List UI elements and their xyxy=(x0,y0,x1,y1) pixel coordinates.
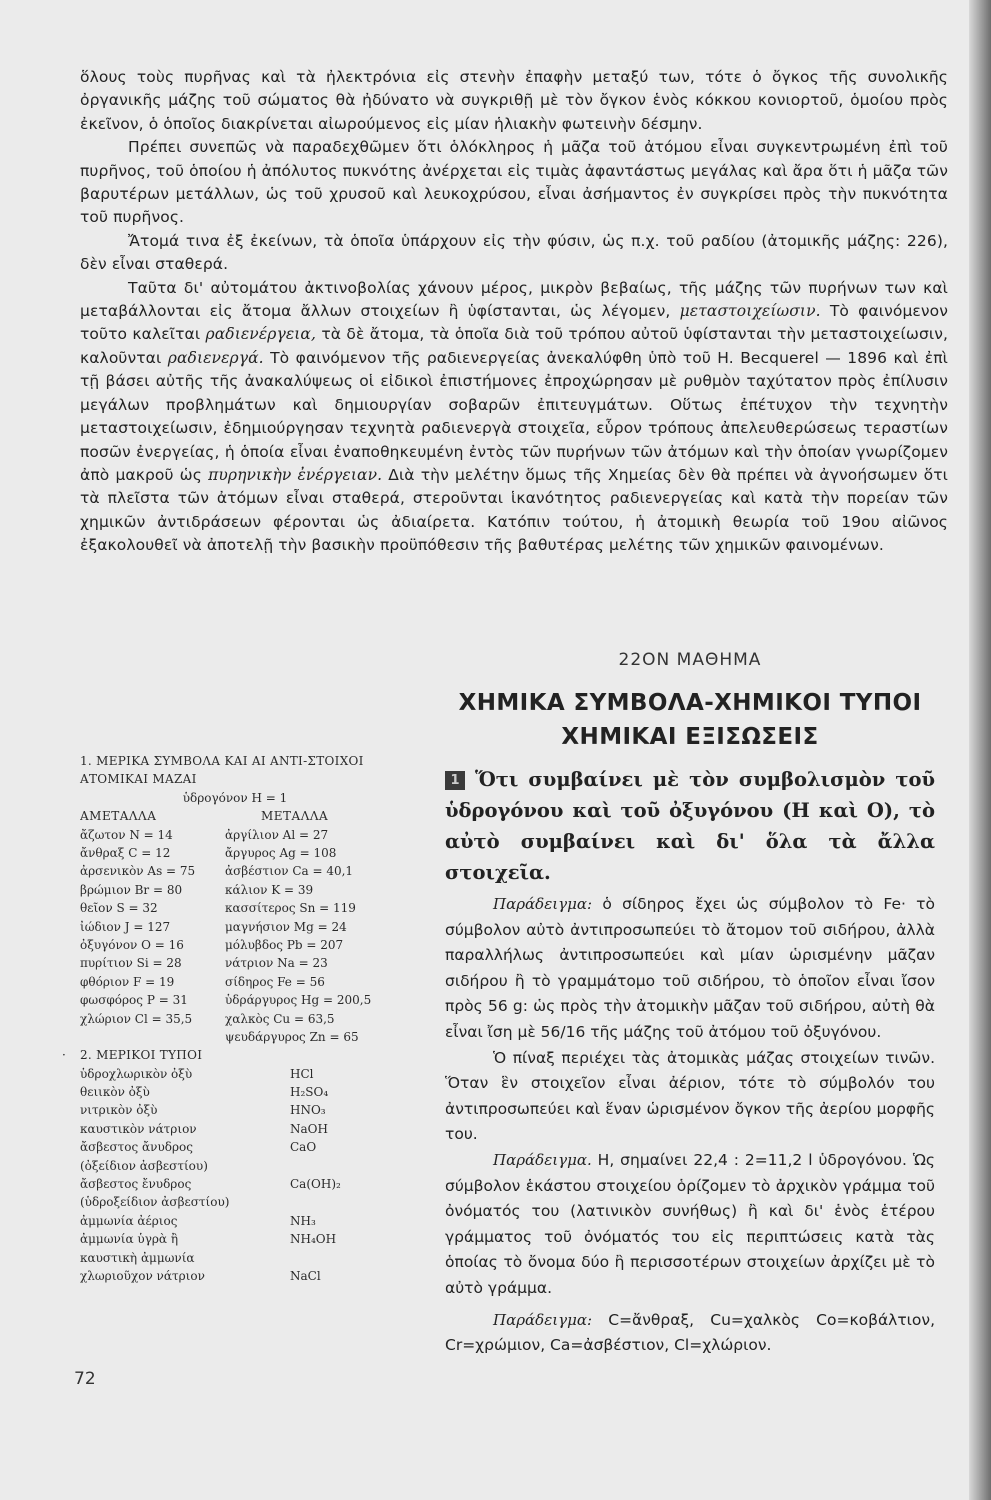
lesson-title: ΧΗΜΙΚΑ ΣΥΜΒΟΛΑ-ΧΗΜΙΚΟΙ ΤΥΠΟΙ xyxy=(458,690,922,716)
page-edge-shadow xyxy=(969,0,991,1500)
element-row xyxy=(80,973,390,991)
table1-header xyxy=(80,807,390,825)
compound-formula: NaOH xyxy=(290,1121,328,1136)
compound-name: θειικὸν ὀξὺ xyxy=(80,1085,150,1100)
element-row xyxy=(80,991,390,1009)
term-transmutation: μεταστοιχείωσιν. xyxy=(679,302,821,321)
compound-name: καυστικὴ ἀμμωνία xyxy=(80,1250,195,1265)
metal-cell: ἀργίλιον Al = 27 xyxy=(225,827,329,842)
example-symbols: Παράδειγμα: C=ἄνθραξ, Cu=χαλκὸς Co=κοβάλτιον, Cr=χρώμιον, Ca=ἀσβέστιον, Cl=χλώριον. xyxy=(445,1310,935,1355)
compound-formula xyxy=(290,1193,390,1211)
compound-formula: HNO₃ xyxy=(290,1103,326,1118)
compound-formula xyxy=(290,1249,390,1267)
compound-name: ἀμμωνία ἀέριος xyxy=(80,1213,178,1228)
paragraph: ὅλους τοὺς πυρῆνας καὶ τὰ ἠλεκτρόνια εἰς στενὴν ἐπαφὴν μεταξύ των, τότε ὁ ὄγκος τῆς συνολικῆς ὀργανικῆς μάζης τοῦ σώματος θὰ ἠδύνατο νὰ συγκριθῇ μὲ τὸν ὄγκον ἑνὸς κόκκου κονιορτοῦ, ὁμοίου πρὸς ἐκεῖνον, ὁ ὁποῖος διακρίνεται αἰωρούμενος εἰς μίαν ἡλιακὴν φωτεινὴν δέσμην. xyxy=(80,68,948,133)
element-row xyxy=(80,1028,390,1046)
metal-cell: μαγνήσιον Mg = 24 xyxy=(225,919,347,934)
metal-cell: κάλιον K = 39 xyxy=(225,882,314,897)
formula-row xyxy=(80,1083,390,1101)
formula-row xyxy=(80,1267,390,1285)
main-text-block xyxy=(80,66,948,558)
metal-cell: ἄργυρος Ag = 108 xyxy=(225,846,337,860)
compound-name: καυστικὸν νάτριον xyxy=(80,1121,197,1136)
lesson-label: 22ΟΝ ΜΑΘΗΜΑ xyxy=(618,650,762,670)
formula-row xyxy=(80,1230,390,1248)
nonmetal-cell: πυρίτιον Si = 28 xyxy=(80,956,182,971)
example-label: Παράδειγμα: xyxy=(493,1310,593,1329)
table2-rows xyxy=(80,1065,390,1286)
compound-formula: CaO xyxy=(290,1140,317,1155)
compound-name: (ὑδροξείδιον ἀσβεστίου) xyxy=(80,1195,230,1210)
compound-formula: H₂SO₄ xyxy=(290,1085,329,1100)
section-number: 1 xyxy=(445,771,465,790)
formula-row xyxy=(80,1120,390,1138)
nonmetal-cell: θεῖον S = 32 xyxy=(80,901,158,916)
metal-cell: κασσίτερος Sn = 119 xyxy=(225,901,356,916)
term-nuclear-energy: πυρηνικὴν ἐνέργειαν. xyxy=(208,465,383,484)
lesson-column xyxy=(445,650,935,1359)
nonmetal-cell: ἀρσενικὸν As = 75 xyxy=(80,864,196,879)
paragraph-gas-volume: Ὁ πίναξ περιέχει τὰς ἀτομικὰς μάζας στοιχείων τινῶν. Ὅταν ἓν στοιχεῖον εἶναι ἀέριον, τότε τὸ σύμβολόν του ἀντιπροσωπεύει καὶ ἕναν ὡρισμένον ὄγκον τῆς ἀερίου μορφῆς του. xyxy=(445,1048,935,1144)
element-row xyxy=(80,862,390,880)
compound-name: ὑδροχλωρικὸν ὀξὺ xyxy=(80,1066,193,1081)
compound-formula: Ca(OH)₂ xyxy=(290,1177,341,1192)
compound-name: ἀμμωνία ὑγρὰ ἢ xyxy=(80,1232,179,1247)
formula-row xyxy=(80,1175,390,1193)
table1-rows xyxy=(80,826,390,1047)
element-row xyxy=(80,826,390,844)
metal-cell: χαλκὸς Cu = 63,5 xyxy=(225,1011,335,1026)
rule-statement: 1 Ὅτι συμβαίνει μὲ τὸν συμβολισμὸν τοῦ ὑδρογόνου καὶ τοῦ ὀξυγόνου (H καὶ O), τὸ αὐτὸ συμβαίνει καὶ δι' ὅλα τὰ ἄλλα στοιχεῖα. xyxy=(445,768,935,884)
formula-row xyxy=(80,1212,390,1230)
example-hydrogen: Παράδειγμα. H, σημαίνει 22,4 : 2=11,2 l ὑδρογόνου. Ὡς σύμβολον ἑκάστου στοιχείου ὁρίζομεν τὸ ἀρχικὸν γράμμα τοῦ ὀνόματός του (λατινικὸν συνήθως) ἢ καὶ δι' ἑνὸς ἑτέρου γράμματος τοῦ ὀνόματός του εἰς περιπτώσεις κατὰ τὰς ὁποίας τὸ ὄνομα δύο ἢ περισσοτέρων στοιχείων ἀρχίζει μὲ τὸ αὐτὸ γράμμα. xyxy=(445,1150,936,1297)
compound-formula: NH₄OH xyxy=(290,1232,337,1247)
nonmetal-cell: ἄζωτον N = 14 xyxy=(80,827,173,842)
element-row xyxy=(80,918,390,936)
formula-row xyxy=(80,1065,390,1083)
metal-cell: νάτριον Na = 23 xyxy=(225,956,328,971)
term-radioactive: ραδιενεργά. xyxy=(167,348,264,367)
nonmetal-cell: ἄνθραξ C = 12 xyxy=(80,846,171,860)
formula-row xyxy=(80,1101,390,1119)
compound-name: νιτρικὸν ὀξὺ xyxy=(80,1103,158,1118)
element-row xyxy=(80,954,390,972)
example-iron: Παράδειγμα: ὁ σίδηρος ἔχει ὡς σύμβολον τὸ Fe· τὸ σύμβολον αὐτὸ ἀντιπροσωπεύει τὸ ἄτομον τοῦ σιδήρου, ἀλλὰ παραλλήλως ἀντιπροσωπεύει καὶ μίαν ὡρισμένην μᾶζαν σιδήρου ἢ τὸ γραμμάτομο τοῦ σιδήρου, τὸ ὁποῖον εἶναι ἴσον πρὸς 56 g: ὡς πρὸς τὴν ἀτομικὴν μᾶζαν τοῦ σιδήρου, αὐτὴ θὰ εἶναι ἴση μὲ 56/16 τῆς μάζης τοῦ ἀτόμου τοῦ ὀξυγόνου. xyxy=(445,895,935,1041)
lesson-subtitle: ΧΗΜΙΚΑΙ ΕΞΙΣΩΣΕΙΣ xyxy=(561,724,819,750)
nonmetal-cell: βρώμιον Br = 80 xyxy=(80,882,183,897)
compound-name: χλωριοῦχον νάτριον xyxy=(80,1269,205,1283)
element-row xyxy=(80,844,390,862)
term-radioactivity: ραδιενέργεια, xyxy=(205,325,317,344)
compound-name: (ὀξείδιον ἀσβεστίου) xyxy=(80,1158,208,1173)
reference-tables: 1. ΜΕΡΙΚΑ ΣΥΜΒΟΛΑ ΚΑΙ ΑΙ ΑΝΤΙ-ΣΤΟΙΧΟΙ ΑΤΟΜΙΚΑΙ ΜΑΖΑΙ ὑδρογόνον H = 1 ΑΜΕΤΑΛΛΑ ΜΕΤΑΛΛΑ ἄζωτον N = 14 ἀργίλιον Al = 27 ἄνθραξ C = 12 ἄργυρος Ag = 108 ἀρσενικὸν As = 75 ἀσβέστιον Ca = 40,1 βρώμιον Br = 80 κάλιον K = 39 θεῖον S = 32 κασσίτερος Sn = 119 ἰώδιον J = 127 μαγνήσιον Mg = 24 ὀξυγόνον O = 16 μόλυβδος Pb = 207 πυρίτιον Si = 28 νάτριον Na = 23 φθόριον F = 19 σίδηρος Fe = 56 φωσφόρος P = 31 ὑδράργυρος Hg = 200,5 χλώριον Cl = 35,5 χαλκὸς Cu = 63,5 ψευδάργυρος Zn = 65 · 2. ΜΕΡΙΚΟΙ ΤΥΠΟΙ ὑδροχλωρικὸν ὀξὺ HCl θειικὸν ὀξὺ H₂SO₄ νιτρικὸν ὀξὺ HNO₃ καυστικὸν νάτριον NaOH ἄσβεστος ἄνυδρος CaO (ὀξείδιον ἀσβεστίου) ἄσβεστος ἔνυδρος Ca(OH)₂ (ὑδροξείδιον ἀσβεστίου) ἀμμωνία ἀέριος NH₃ ἀμμωνία ὑγρὰ ἢ NH₄OH καυστικὴ ἀμμωνία χλωριοῦχον νάτριον NaCl xyxy=(80,752,390,1285)
metals-header: ΜΕΤΑΛΛΑ xyxy=(261,809,329,824)
nonmetal-cell: φθόριον F = 19 xyxy=(80,974,175,989)
compound-formula: NaCl xyxy=(290,1269,321,1283)
table2-title: 2. ΜΕΡΙΚΟΙ ΤΥΠΟΙ xyxy=(80,1048,203,1063)
formula-row xyxy=(80,1193,390,1211)
hydrogen-line: ὑδρογόνον H = 1 xyxy=(182,790,288,805)
metal-cell: ἀσβέστιον Ca = 40,1 xyxy=(225,864,354,879)
metal-cell: σίδηρος Fe = 56 xyxy=(225,974,325,989)
element-row xyxy=(80,881,390,899)
example-label: Παράδειγμα. xyxy=(493,1150,592,1169)
formula-row xyxy=(80,1249,390,1267)
element-row xyxy=(80,1010,390,1028)
paragraph: Ἄτομά τινα ἐξ ἐκείνων, τὰ ὁποῖα ὑπάρχουν εἰς τὴν φύσιν, ὡς π.χ. τοῦ ραδίου (ἀτομικῆς μάζης: 226), δὲν εἶναι σταθερά. xyxy=(80,231,948,274)
example-label: Παράδειγμα: xyxy=(493,895,593,913)
nonmetal-cell: φωσφόρος P = 31 xyxy=(80,993,188,1008)
element-row xyxy=(80,899,390,917)
metal-cell: ὑδράργυρος Hg = 200,5 xyxy=(225,993,372,1008)
nonmetal-cell: χλώριον Cl = 35,5 xyxy=(80,1011,193,1026)
paragraph-radioactivity: Ταῦτα δι' αὐτομάτου ἀκτινοβολίας χάνουν μέρος, μικρὸν βεβαίως, τῆς μάζης τῶν πυρήνων των καὶ μεταβάλλονται εἰς ἄτομα ἄλλων στοιχείων ἢ ὑφίστανται, ὡς λέγομεν, μεταστοιχείωσιν. Τὸ φαινόμενον τοῦτο καλεῖται ραδιενέργεια, τὰ δὲ ἄτομα, τὰ ὁποῖα διὰ τοῦ τρόπου αὐτοῦ ὑφίστανται τὴν μεταστοιχείωσιν, καλοῦνται ραδιενεργά. Τὸ φαινόμενον τῆς ραδιενεργείας ἀνεκαλύφθη ὑπὸ τοῦ H. Becquerel — 1896 καὶ ἐπὶ τῇ βάσει αὐτῆς τῆς ἀνακαλύψεως οἱ εἰδικοὶ ἐπιστήμονες ἐπροχώρησαν μὲ ρυθμὸν ταχύτατον πρὸς ἐπίλυσιν μεγάλων προβλημάτων καὶ δημιουργίαν σοβαρῶν ἐπιτευγμάτων. Οὕτως ἐπέτυχον τὴν τεχνητὴν μεταστοιχείωσιν, ἐδημιούργησαν τεχνητὰ ραδιενεργὰ στοιχεῖα, εὗρον τρόπους ἀπελευθερώσεως τεραστίων ποσῶν ἐνεργείας, ἡ ὁποία εἶναι ἐναποθηκευμένη ἐντὸς τῶν πυρήνων τῶν ἀτόμων καὶ τὴν ὁποίαν γνωρίζομεν ἀπὸ μακροῦ ὡς πυρηνικὴν ἐνέργειαν. Διὰ τὴν μελέτην ὅμως τῆς Χημείας δὲν θὰ πρέπει νὰ ἀγνοήσωμεν ὅτι τὰ πλεῖστα τῶν ἀτόμων εἶναι σταθερά, στεροῦνται ἱκανότητος ραδιενεργείας καὶ κατὰ τὴν πορείαν τῶν χημικῶν ἀντιδράσεων φέρονται ὡς ἀδιαίρετα. Κατόπιν τούτου, ἡ ἀτομικὴ θεωρία τοῦ 19ου αἰῶνος ἐξακολουθεῖ νὰ ἀποτελῇ τὴν βασικὴν προϋπόθεσιν τῆς βαθυτέρας μελέτης τῶν χημικῶν φαινομένων. xyxy=(80,278,949,555)
nonmetal-cell: ὀξυγόνον O = 16 xyxy=(80,937,184,952)
page-number: 72 xyxy=(74,1369,96,1389)
compound-formula: NH₃ xyxy=(290,1213,316,1228)
metal-cell: μόλυβδος Pb = 207 xyxy=(225,937,344,952)
metal-cell: ψευδάργυρος Zn = 65 xyxy=(225,1029,359,1044)
formula-row xyxy=(80,1138,390,1156)
compound-formula xyxy=(290,1157,390,1175)
paragraph: Πρέπει συνεπῶς νὰ παραδεχθῶμεν ὅτι ὁλόκληρος ἡ μᾶζα τοῦ ἀτόμου εἶναι συγκεντρωμένη ἐπὶ τοῦ πυρῆνος, τοῦ ὁποίου ἡ ἀπόλυτος πυκνότης ἀνέρχεται εἰς τιμὰς ἀφαντάστως μεγάλας καὶ ἄρα ὅτι ἡ μᾶζα τῶν βαρυτέρων μετάλλων, ὡς τοῦ χρυσοῦ καὶ λευκοχρύσου, εἶναι ἀσήμαντος ἐν συγκρίσει πρὸς τὴν πυκνότητα τοῦ πυρῆνος. xyxy=(80,138,948,227)
nonmetals-header: ΑΜΕΤΑΛΛΑ xyxy=(80,809,157,824)
nonmetal-cell xyxy=(80,1028,225,1046)
nonmetal-cell: ἰώδιον J = 127 xyxy=(80,919,171,934)
formula-row xyxy=(80,1157,390,1175)
compound-formula: HCl xyxy=(290,1066,314,1081)
compound-name: ἄσβεστος ἔνυδρος xyxy=(80,1177,192,1192)
element-row xyxy=(80,936,390,954)
table1-title: 1. ΜΕΡΙΚΑ ΣΥΜΒΟΛΑ ΚΑΙ ΑΙ ΑΝΤΙ-ΣΤΟΙΧΟΙ ΑΤΟΜΙΚΑΙ ΜΑΖΑΙ xyxy=(80,754,364,787)
compound-name: ἄσβεστος ἄνυδρος xyxy=(80,1140,193,1155)
